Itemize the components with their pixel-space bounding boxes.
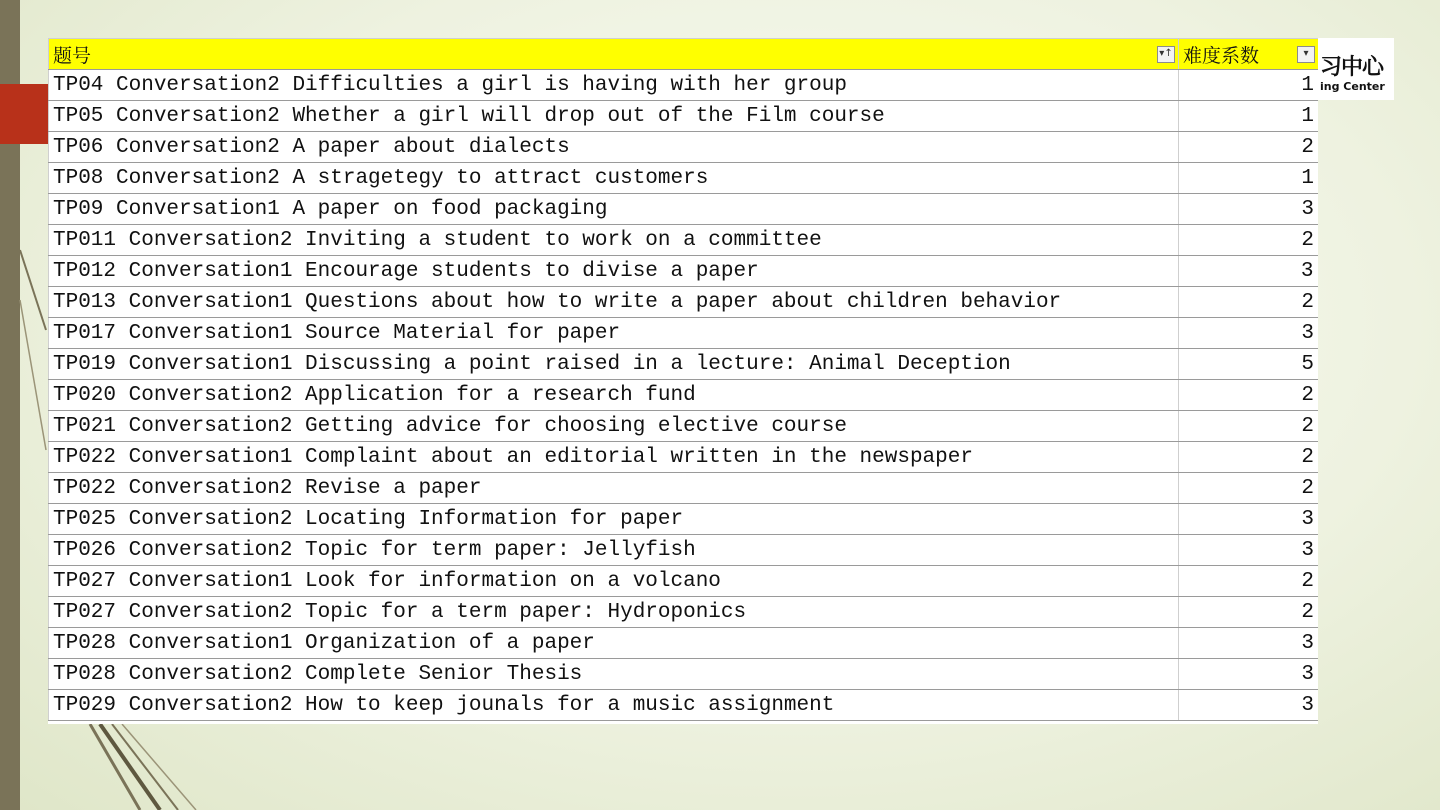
table-row xyxy=(49,628,1319,659)
cell-difficulty[interactable]: 2 xyxy=(1179,566,1319,597)
header-cell-question-id[interactable] xyxy=(49,39,1179,70)
header-row xyxy=(49,39,1319,70)
cell-title[interactable]: TP06 Conversation2 A paper about dialects xyxy=(49,132,1179,163)
table-row xyxy=(49,318,1319,349)
table-row xyxy=(49,566,1319,597)
table-row-selected xyxy=(49,256,1319,287)
cell-title[interactable]: TP012 Conversation1 Encourage students to divise a paper xyxy=(49,256,1179,287)
cell-title[interactable]: TP019 Conversation1 Discussing a point raised in a lecture: Animal Deception xyxy=(49,349,1179,380)
cell-title[interactable]: TP017 Conversation1 Source Material for paper xyxy=(49,318,1179,349)
table-row xyxy=(49,287,1319,318)
header-label-difficulty: 难度系数 xyxy=(1183,44,1260,67)
cell-difficulty[interactable]: 3 xyxy=(1179,504,1319,535)
cell-difficulty[interactable]: 2 xyxy=(1179,225,1319,256)
cell-difficulty[interactable]: 5 xyxy=(1179,349,1319,380)
cell-difficulty[interactable]: 3 xyxy=(1179,659,1319,690)
cell-title[interactable]: TP027 Conversation2 Topic for a term paper: Hydroponics xyxy=(49,597,1179,628)
table-row xyxy=(49,690,1319,721)
table-row xyxy=(49,535,1319,566)
sort-filter-icon[interactable]: ▾↑ xyxy=(1157,46,1175,63)
cell-title[interactable]: TP022 Conversation2 Revise a paper xyxy=(49,473,1179,504)
cell-title[interactable]: TP029 Conversation2 How to keep jounals for a music assignment xyxy=(49,690,1179,721)
cell-title[interactable]: TP027 Conversation1 Look for information on a volcano xyxy=(49,566,1179,597)
cell-difficulty[interactable]: 1 xyxy=(1179,163,1319,194)
cell-title[interactable]: TP022 Conversation1 Complaint about an editorial written in the newspaper xyxy=(49,442,1179,473)
cell-difficulty[interactable]: 2 xyxy=(1179,287,1319,318)
cell-difficulty[interactable]: 3 xyxy=(1179,194,1319,225)
table-row xyxy=(49,132,1319,163)
cell-difficulty[interactable]: 3 xyxy=(1179,628,1319,659)
cell-title[interactable]: TP011 Conversation2 Inviting a student to work on a committee xyxy=(49,225,1179,256)
cell-title[interactable]: TP013 Conversation1 Questions about how to write a paper about children behavior xyxy=(49,287,1179,318)
spreadsheet-region xyxy=(48,38,1318,724)
table-row xyxy=(49,659,1319,690)
table-row xyxy=(49,70,1319,101)
cell-title[interactable]: TP028 Conversation2 Complete Senior Thesis xyxy=(49,659,1179,690)
table-row xyxy=(49,597,1319,628)
logo-text-en: ing Center xyxy=(1320,80,1385,93)
cell-title[interactable]: TP021 Conversation2 Getting advice for choosing elective course xyxy=(49,411,1179,442)
cell-difficulty[interactable]: 1 xyxy=(1179,101,1319,132)
header-cell-difficulty[interactable] xyxy=(1179,39,1319,70)
data-table xyxy=(48,38,1318,721)
cell-difficulty[interactable]: 1 xyxy=(1179,70,1319,101)
cell-difficulty[interactable]: 3 xyxy=(1179,535,1319,566)
cell-difficulty[interactable]: 2 xyxy=(1179,132,1319,163)
header-label-question-id: 题号 xyxy=(53,44,92,67)
table-row xyxy=(49,473,1319,504)
table-row xyxy=(49,442,1319,473)
cell-title[interactable]: TP09 Conversation1 A paper on food packaging xyxy=(49,194,1179,225)
slide-red-accent xyxy=(0,84,48,144)
cell-title[interactable]: TP04 Conversation2 Difficulties a girl is having with her group xyxy=(49,70,1179,101)
cell-title[interactable]: TP028 Conversation1 Organization of a paper xyxy=(49,628,1179,659)
table-row xyxy=(49,194,1319,225)
cell-title[interactable]: TP020 Conversation2 Application for a research fund xyxy=(49,380,1179,411)
cell-title[interactable]: TP05 Conversation2 Whether a girl will drop out of the Film course xyxy=(49,101,1179,132)
table-row xyxy=(49,411,1319,442)
table-row xyxy=(49,163,1319,194)
table-row xyxy=(49,101,1319,132)
cell-difficulty[interactable]: 2 xyxy=(1179,380,1319,411)
cell-difficulty[interactable]: 3 xyxy=(1179,318,1319,349)
cell-difficulty[interactable]: 3 xyxy=(1179,690,1319,721)
cell-difficulty[interactable]: 2 xyxy=(1179,411,1319,442)
table-row xyxy=(49,504,1319,535)
cell-title[interactable]: TP025 Conversation2 Locating Information for paper xyxy=(49,504,1179,535)
cell-difficulty[interactable]: 2 xyxy=(1179,597,1319,628)
learning-center-logo xyxy=(1318,38,1394,100)
cell-difficulty[interactable]: 2 xyxy=(1179,473,1319,504)
cell-difficulty[interactable]: 3 xyxy=(1179,256,1319,287)
cell-title[interactable]: TP026 Conversation2 Topic for term paper: Jellyfish xyxy=(49,535,1179,566)
table-row xyxy=(49,349,1319,380)
dropdown-icon[interactable]: ▾ xyxy=(1297,46,1315,63)
table-row xyxy=(49,380,1319,411)
cell-title[interactable]: TP08 Conversation2 A stragetegy to attract customers xyxy=(49,163,1179,194)
cell-difficulty[interactable]: 2 xyxy=(1179,442,1319,473)
logo-text-cn: 习中心 xyxy=(1320,55,1384,80)
table-row xyxy=(49,225,1319,256)
